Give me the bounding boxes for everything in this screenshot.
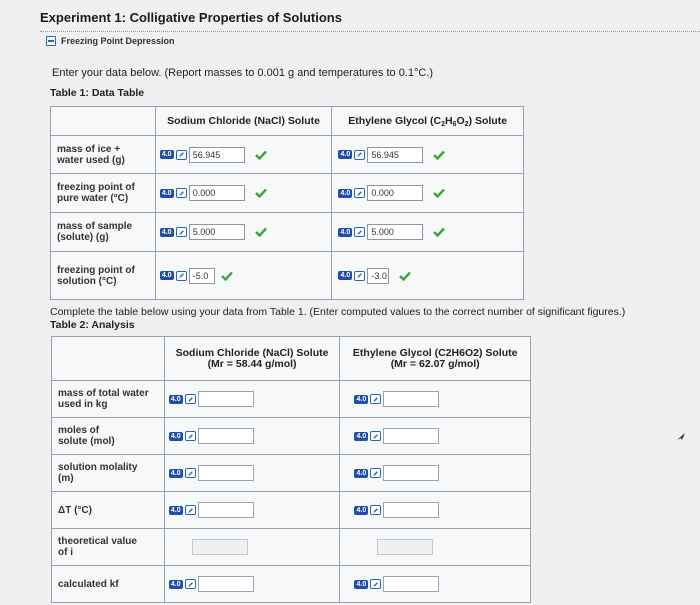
delta-t-nacl-input[interactable]: [198, 502, 254, 518]
edit-icon[interactable]: [354, 150, 365, 160]
row-label: mass of ice + water used (g): [51, 136, 156, 174]
table2-corner: [52, 337, 165, 381]
version-badge: 4.0: [169, 580, 183, 589]
checkmark-icon: [255, 227, 267, 237]
table-row: [52, 418, 531, 455]
water-kg-nacl-input[interactable]: [198, 391, 254, 407]
nacl-cell: [155, 213, 332, 252]
moles-eg-input[interactable]: [383, 428, 439, 444]
table1-label: Table 1: Data Table: [50, 87, 145, 99]
water-kg-eg-input[interactable]: [383, 391, 439, 407]
mouse-cursor-icon: [676, 432, 686, 442]
moles-nacl-input[interactable]: [198, 428, 254, 444]
table2-instructions: Complete the table below using your data from Table 1. (Enter computed values to the correct number of significant figures.): [50, 306, 626, 318]
nacl-cell: [155, 252, 332, 300]
eg-cell: [332, 252, 524, 300]
edit-icon[interactable]: [185, 431, 196, 441]
nacl-cell: [155, 136, 332, 174]
edit-icon[interactable]: [370, 579, 381, 589]
version-badge: 4.0: [169, 395, 183, 404]
version-badge: 4.0: [169, 469, 183, 478]
eg-cell: [340, 529, 531, 566]
table1-corner: [51, 107, 156, 136]
version-badge: 4.0: [338, 228, 352, 237]
mass-sample-eg-input[interactable]: 5.000: [367, 224, 423, 240]
version-badge: 4.0: [160, 228, 174, 237]
theoretical-i-nacl-field: [192, 539, 248, 555]
molality-nacl-input[interactable]: [198, 465, 254, 481]
analysis-table: [51, 336, 531, 603]
edit-icon[interactable]: [185, 579, 196, 589]
edit-icon[interactable]: [185, 394, 196, 404]
row-label: ΔT (°C): [52, 492, 165, 529]
row-label: freezing point of solution (°C): [51, 252, 156, 300]
edit-icon[interactable]: [370, 431, 381, 441]
nacl-cell: [164, 492, 340, 529]
nacl-cell: [164, 418, 340, 455]
version-badge: 4.0: [338, 189, 352, 198]
version-badge: 4.0: [354, 432, 368, 441]
page-title: Experiment 1: Colligative Properties of Solutions: [40, 10, 342, 25]
nacl-cell: [164, 566, 340, 603]
nacl-cell: [164, 455, 340, 492]
row-label: freezing point of pure water (°C): [51, 174, 156, 213]
mass-ice-water-nacl-input[interactable]: 56.945: [189, 147, 245, 163]
eg-cell: [340, 566, 531, 603]
calculated-kf-eg-input[interactable]: [383, 576, 439, 592]
table-row: [51, 136, 524, 174]
data-table: [50, 106, 524, 300]
eg-cell: [340, 381, 531, 418]
row-label: theoretical value of i: [52, 529, 165, 566]
table-row: [52, 566, 531, 603]
divider: [40, 31, 700, 32]
table2-header-eg: Ethylene Glycol (C2H6O2) Solute (Mr = 62.07 g/mol): [340, 337, 531, 381]
nacl-cell: [155, 174, 332, 213]
edit-icon[interactable]: [354, 227, 365, 237]
row-label: moles of solute (mol): [52, 418, 165, 455]
checkmark-icon: [255, 188, 267, 198]
delta-t-eg-input[interactable]: [383, 502, 439, 518]
edit-icon[interactable]: [370, 468, 381, 478]
mass-ice-water-eg-input[interactable]: 56.945: [367, 147, 423, 163]
edit-icon[interactable]: [354, 188, 365, 198]
edit-icon[interactable]: [185, 468, 196, 478]
edit-icon[interactable]: [370, 394, 381, 404]
collapse-icon[interactable]: [46, 36, 56, 46]
table-row: [52, 529, 531, 566]
table1-header-eg: Ethylene Glycol $(C_2H_6O_2)$ Solute: [332, 107, 524, 136]
checkmark-icon: [433, 188, 445, 198]
eg-cell: [332, 136, 524, 174]
version-badge: 4.0: [354, 506, 368, 515]
edit-icon[interactable]: [185, 505, 196, 515]
checkmark-icon: [399, 271, 411, 281]
table-row: [51, 252, 524, 300]
molality-eg-input[interactable]: [383, 465, 439, 481]
table-row: [52, 381, 531, 418]
nacl-cell: [164, 381, 340, 418]
table-row: [52, 492, 531, 529]
section-title: Freezing Point Depression: [61, 36, 175, 46]
eg-cell: [340, 418, 531, 455]
version-badge: 4.0: [169, 432, 183, 441]
eg-cell: [340, 492, 531, 529]
edit-icon[interactable]: [370, 505, 381, 515]
table-row: [52, 455, 531, 492]
mass-sample-nacl-input[interactable]: 5.000: [189, 224, 245, 240]
eg-cell: [332, 174, 524, 213]
version-badge: 4.0: [354, 580, 368, 589]
row-label: mass of total water used in kg: [52, 381, 165, 418]
checkmark-icon: [433, 227, 445, 237]
version-badge: 4.0: [169, 506, 183, 515]
version-badge: 4.0: [354, 469, 368, 478]
version-badge: 4.0: [338, 150, 352, 159]
version-badge: 4.0: [160, 271, 174, 280]
fp-solution-eg-input[interactable]: -3.0: [367, 268, 389, 284]
edit-icon[interactable]: [176, 271, 187, 281]
checkmark-icon: [255, 150, 267, 160]
fp-solution-nacl-input[interactable]: -5.0: [189, 268, 215, 284]
table-row: [51, 174, 524, 213]
version-badge: 4.0: [160, 150, 174, 159]
table2-header-nacl: Sodium Chloride (NaCl) Solute (Mr = 58.44 g/mol): [164, 337, 340, 381]
version-badge: 4.0: [354, 395, 368, 404]
row-label: solution molality (m): [52, 455, 165, 492]
checkmark-icon: [221, 271, 233, 281]
eg-cell: [340, 455, 531, 492]
fp-pure-water-nacl-input[interactable]: 0.000: [189, 185, 245, 201]
edit-icon[interactable]: [354, 271, 365, 281]
table-row: [51, 213, 524, 252]
section-header[interactable]: [46, 36, 175, 46]
checkmark-icon: [433, 150, 445, 160]
edit-icon[interactable]: [176, 188, 187, 198]
edit-icon[interactable]: [176, 150, 187, 160]
row-label: calculated kf: [52, 566, 165, 603]
theoretical-i-eg-field: [377, 539, 433, 555]
nacl-cell: [164, 529, 340, 566]
version-badge: 4.0: [338, 271, 352, 280]
row-label: mass of sample (solute) (g): [51, 213, 156, 252]
table1-header-nacl: Sodium Chloride (NaCl) Solute: [155, 107, 332, 136]
edit-icon[interactable]: [176, 227, 187, 237]
fp-pure-water-eg-input[interactable]: 0.000: [367, 185, 423, 201]
instructions-text: Enter your data below. (Report masses to 0.001 g and temperatures to 0.1°C.): [52, 67, 434, 79]
version-badge: 4.0: [160, 189, 174, 198]
calculated-kf-nacl-input[interactable]: [198, 576, 254, 592]
table2-label: Table 2: Analysis: [50, 319, 135, 331]
eg-cell: [332, 213, 524, 252]
